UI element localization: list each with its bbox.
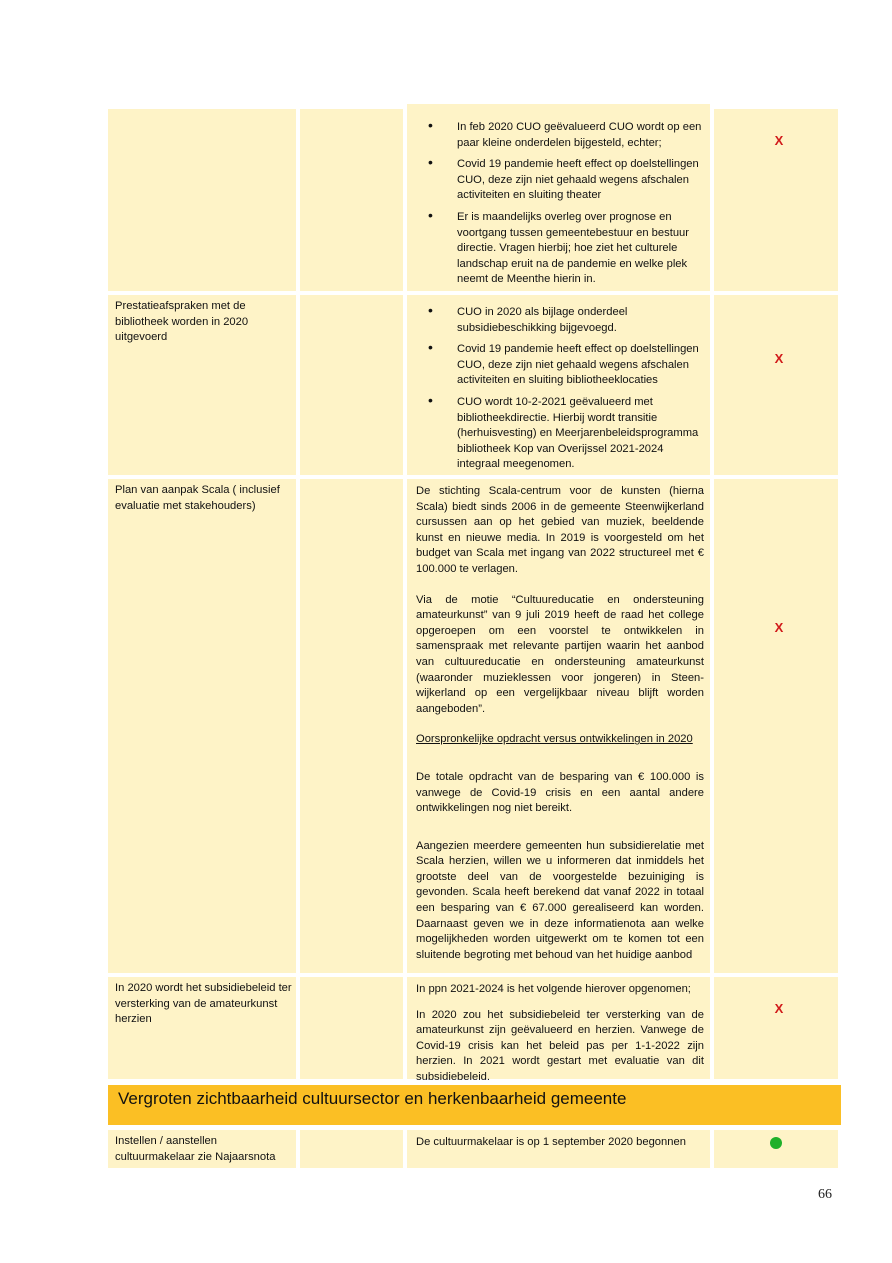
row-4-empty-cell [300, 977, 403, 1079]
row-2-empty-cell [300, 295, 403, 475]
list-item: • CUO in 2020 als bijlage onderdeel subsidiebeschikking bijgevoegd. [416, 305, 704, 336]
paragraph: De cultuurmakelaar is op 1 september 2020 begonnen [416, 1136, 686, 1148]
row-1-description-cell [407, 104, 710, 291]
list-item: • Er is maandelijks overleg over prognose en voortgang tussen gemeentebestuur en bestuur directie. Vragen hierbij; hoe ziet het culturele landschap eruit na de pandemie en welke plek neemt de Meenthe hierin in. [416, 210, 704, 288]
status-green-dot-icon [770, 1137, 782, 1149]
status-x-mark: X [774, 133, 784, 148]
row-3-label-cell [108, 479, 296, 973]
row-5-empty-cell [300, 1130, 403, 1168]
paragraph: In ppn 2021-2024 is het volgende hierover opgenomen; [416, 983, 691, 995]
row-label: Instellen / aanstellen cultuurmakelaar zie Najaarsnota [115, 1135, 276, 1163]
row-1-label-cell [108, 109, 296, 291]
paragraph: Via de motie “Cultuureducatie en ondersteuning amateurkunst” van 9 juli 2019 heeft de raad het college opgeroepen om een voorstel te ontwikkelen in samenspraak met relevante partijen waarin het aanbod van cultuureducatie en ondersteuning amateurkunst (waaronder muzieklessen voor jongeren) in Steen-wijkerland op een vergelijkbaar niveau blijft worden aangeboden”. [416, 593, 704, 715]
row-label: Prestatieafspraken met de bibliotheek worden in 2020 uitgevoerd [115, 300, 249, 344]
row-3-status-cell [714, 479, 838, 973]
list-item: • In feb 2020 CUO geëvalueerd CUO wordt op een paar kleine onderdelen bijgesteld, echter; [416, 120, 704, 151]
row-5-label-cell [108, 1130, 296, 1168]
row-1-empty-cell [300, 109, 403, 291]
paragraph: In 2020 zou het subsidiebeleid ter versterking van de amateurkunst zijn geëvalueerd en herzien. Vanwege de Covid-19 crisis kan het beleid pas per 1-1-2022 zijn herzien. In 2021 wordt gestart met evaluatie van dit subsidiebeleid. [416, 1008, 704, 1083]
row-4-status-cell [714, 977, 838, 1079]
section-header [108, 1085, 841, 1125]
row-3-empty-cell [300, 479, 403, 973]
row-1-status-cell [714, 109, 838, 291]
section-title: Vergroten zichtbaarheid cultuursector en herkenbaarheid gemeente [118, 1089, 627, 1108]
paragraph: De stichting Scala-centrum voor de kunsten (hierna Scala) biedt sinds 2006 in de gemeente Steenwijkerland cursussen aan op het gebied van muziek, beeldende kunst en nieuwe media. In 2019 is voorgesteld om het budget van Scala met ingang van 2022 structureel met € 100.000 te verlagen. [416, 485, 704, 575]
list-item: • CUO wordt 10-2-2021 geëvalueerd met bibliotheekdirectie. Hierbij wordt transitie (herhuisvesting) en Meerjarenbeleidsprogramma bibliotheek Kop van Overijssel 2021-2024 integraal meegenomen. [416, 395, 704, 473]
row-2-label-cell [108, 295, 296, 475]
paragraph: De totale opdracht van de besparing van € 100.000 is vanwege de Covid-19 crisis en een aantal andere ontwikkelingen nog niet bereikt. [416, 770, 704, 815]
row-2-description-cell [407, 295, 710, 475]
row-label: Plan van aanpak Scala ( inclusief evaluatie met stakehouders) [115, 484, 280, 512]
row-1-bullet-list [416, 120, 704, 288]
row-5-status-cell [714, 1130, 838, 1168]
status-x-mark: X [774, 351, 784, 366]
row-4-label-cell [108, 977, 296, 1079]
list-item: • Covid 19 pandemie heeft effect op doelstellingen CUO, deze zijn niet gehaald wegens afschalen activiteiten en sluiting bibliotheeklocaties [416, 342, 704, 389]
status-x-mark: X [774, 620, 784, 635]
status-x-mark: X [774, 1001, 784, 1016]
row-4-description-cell [407, 977, 710, 1083]
page-number: 66 [818, 1187, 832, 1202]
section-subheading: Oorspronkelijke opdracht versus ontwikkelingen in 2020 [416, 733, 693, 746]
list-item: • Covid 19 pandemie heeft effect op doelstellingen CUO, deze zijn niet gehaald wegens afschalen activiteiten en sluiting theater [416, 157, 704, 204]
row-2-status-cell [714, 295, 838, 475]
row-2-bullet-list [416, 305, 704, 473]
row-3-description-cell [407, 479, 710, 973]
paragraph: Aangezien meerdere gemeenten hun subsidierelatie met Scala herzien, willen we u informeren dat inmiddels het grootste deel van de voorgestelde bezuiniging is gevonden. Scala heeft berekend dat vanaf 2022 in totaal een besparing van € 67.000 gerealiseerd kan worden. Daarnaast geven we in deze informatienota aan welke mogelijkheden worden uitgewerkt om te komen tot een sluitende begroting met behoud van het huidige aanbod [416, 839, 704, 961]
row-label: In 2020 wordt het subsidiebeleid ter versterking van de amateurkunst herzien [115, 982, 292, 1026]
row-5-description-cell [407, 1130, 710, 1168]
